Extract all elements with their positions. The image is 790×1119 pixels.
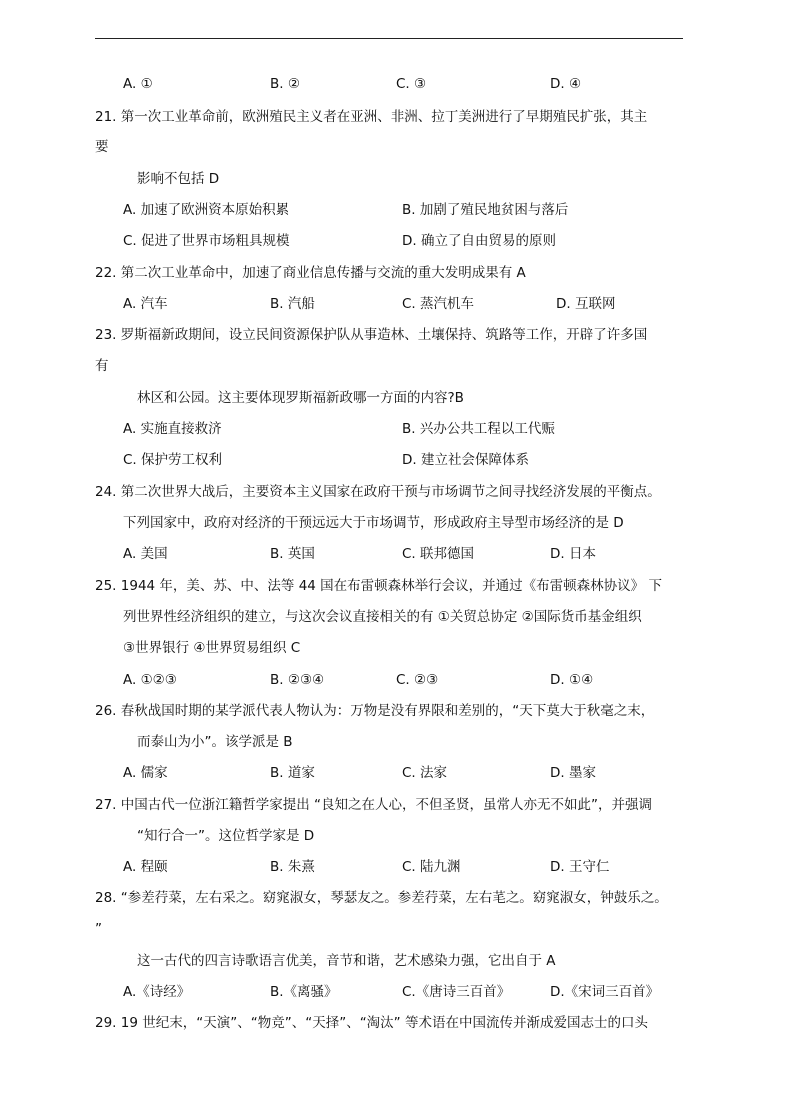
option-c[interactable]: C. 陆九渊 (402, 859, 461, 875)
option-a[interactable]: A. 实施直接救济 (123, 421, 222, 437)
question-stem: 21. 第一次工业革命前，欧洲殖民主义者在亚洲、非洲、拉丁美洲进行了早期殖民扩张，其主 (95, 109, 648, 125)
option-a[interactable]: A. ①②③ (123, 672, 177, 688)
option-d[interactable]: D. 建立社会保障体系 (402, 452, 529, 468)
option-b[interactable]: B. ②③④ (270, 672, 325, 688)
option-b[interactable]: B. 兴办公共工程以工代赈 (402, 421, 555, 437)
question-stem-cont: 而泰山为小”。该学派是 B (137, 734, 293, 750)
question-stem: 23. 罗斯福新政期间，设立民间资源保护队从事造林、土壤保持、筑路等工作，开辟了许多国 (95, 327, 648, 343)
option-d[interactable]: D. ④ (550, 76, 582, 92)
question-stem-wrap: 有 (95, 358, 109, 374)
option-b[interactable]: B. 道家 (270, 765, 315, 781)
option-b[interactable]: B.《离骚》 (270, 984, 338, 1000)
question-stem-cont: 这一古代的四言诗歌语言优美，音节和谐，艺术感染力强，它出自于 A (137, 953, 556, 969)
option-b[interactable]: B. 英国 (270, 546, 315, 562)
option-c[interactable]: C. ②③ (396, 672, 439, 688)
option-a[interactable]: A. 程颐 (123, 859, 168, 875)
option-a[interactable]: A. 儒家 (123, 765, 168, 781)
question-stem-wrap: 要 (95, 139, 109, 155)
option-c[interactable]: C. 促进了世界市场粗具规模 (123, 233, 290, 249)
question-stem-cont: ③世界银行 ④世界贸易组织 C (123, 640, 301, 656)
question-stem-cont: 影响不包括 D (137, 171, 220, 187)
question-stem: 25. 1944 年，美、苏、中、法等 44 国在布雷顿森林举行会议，并通过《布雷顿森林协议》 下 (95, 578, 662, 594)
option-d[interactable]: D. 王守仁 (550, 859, 610, 875)
option-b[interactable]: B. 加剧了殖民地贫困与落后 (402, 202, 569, 218)
option-a[interactable]: A.《诗经》 (123, 984, 191, 1000)
question-stem-cont: 林区和公园。这主要体现罗斯福新政哪一方面的内容?B (137, 390, 464, 406)
option-d[interactable]: D. ①④ (550, 672, 594, 688)
option-a[interactable]: A. 汽车 (123, 296, 168, 312)
question-stem: 22. 第二次工业革命中，加速了商业信息传播与交流的重大发明成果有 A (95, 265, 526, 281)
option-d[interactable]: D. 墨家 (550, 765, 596, 781)
option-c[interactable]: C. ③ (396, 76, 427, 92)
option-b[interactable]: B. 汽船 (270, 296, 315, 312)
option-c[interactable]: C. 保护劳工权利 (123, 452, 223, 468)
question-stem-cont: 下列国家中，政府对经济的干预远远大于市场调节，形成政府主导型市场经济的是 D (123, 515, 624, 531)
option-b[interactable]: B. 朱熹 (270, 859, 315, 875)
option-a[interactable]: A. ① (123, 76, 153, 92)
option-b[interactable]: B. ② (270, 76, 300, 92)
option-c[interactable]: C. 法家 (402, 765, 448, 781)
question-stem-cont: “知行合一”。这位哲学家是 D (137, 828, 315, 844)
question-stem: 29. 19 世纪末，“天演”、“物竞”、“天择”、“淘汰” 等术语在中国流传并渐成爱国志士的口头 (95, 1015, 648, 1031)
question-stem-wrap: ” (95, 921, 102, 937)
question-stem: 26. 春秋战国时期的某学派代表人物认为：万物是没有界限和差别的，“天下莫大于秋毫之末， (95, 703, 655, 719)
option-d[interactable]: D. 互联网 (556, 296, 616, 312)
header-rule (95, 38, 683, 39)
option-a[interactable]: A. 加速了欧洲资本原始积累 (123, 202, 290, 218)
question-stem-cont: 列世界性经济组织的建立，与这次会议直接相关的有 ①关贸总协定 ②国际货币基金组织 (123, 609, 642, 625)
question-stem: 27. 中国古代一位浙江籍哲学家提出 “良知之在人心，不但圣贤，虽常人亦无不如此”，并强调 (95, 797, 653, 813)
question-stem: 28. “参差荇菜，左右采之。窈窕淑女，琴瑟友之。参差荇菜，左右芼之。窈窕淑女，钟鼓乐之。 (95, 890, 668, 906)
option-c[interactable]: C. 蒸汽机车 (402, 296, 475, 312)
option-d[interactable]: D. 确立了自由贸易的原则 (402, 233, 556, 249)
question-stem: 24. 第二次世界大战后，主要资本主义国家在政府干预与市场调节之间寻找经济发展的平衡点。 (95, 484, 661, 500)
option-d[interactable]: D. 日本 (550, 546, 596, 562)
option-a[interactable]: A. 美国 (123, 546, 168, 562)
option-c[interactable]: C.《唐诗三百首》 (402, 984, 511, 1000)
option-c[interactable]: C. 联邦德国 (402, 546, 475, 562)
option-d[interactable]: D.《宋词三百首》 (550, 984, 660, 1000)
